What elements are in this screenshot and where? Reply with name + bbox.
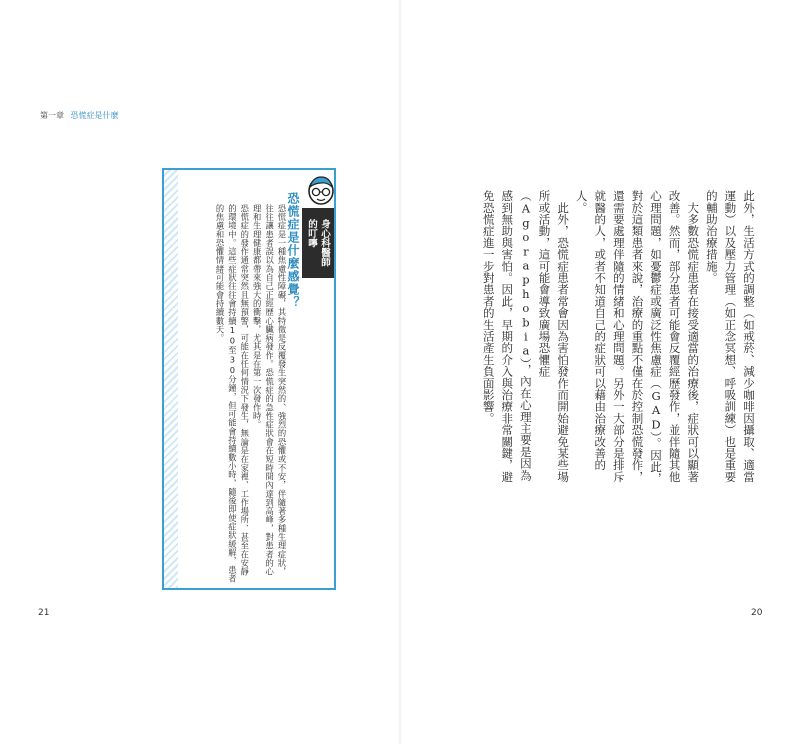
page-number-left: 21 [38, 608, 50, 618]
box-title: 恐慌症是什麼感覺？ [286, 192, 300, 309]
box-stripe-decoration [164, 170, 178, 588]
box-body-text: 恐慌症是一種焦慮性障礙，其特徵是反覆發生突然的、強烈的恐懼或不安，伴隨著多種生理症狀，往往讓患者誤以為自己正經歷心臟病發作。恐慌症的急性症狀會在短時間內達到高峰，對患者的心理和生理健康都帶來強大的衝擊，尤其是在第一次發作時。 恐慌症的發作通常突然且無預警，可能在任何情況下發生，無論是在家裡、工作場所、甚至在安靜的環境中。這些症狀往往會持續10至30分鐘，但可能會持續數小時，隨後即使症狀緩解，患者的焦慮和恐懼情緒可能會持續數天。 [214, 204, 287, 583]
doctor-note-box [162, 168, 336, 590]
chapter-title: 恐慌症是什麼 [70, 111, 119, 120]
page-number-right: 20 [751, 608, 763, 618]
doctor-note-label: 身心科醫師 的叮嚀 [302, 208, 334, 278]
chapter-label: 第一章 [40, 111, 64, 120]
running-header [40, 110, 119, 121]
doctor-avatar-icon [305, 174, 337, 208]
page-gutter [398, 0, 402, 744]
right-page-body: 此外，生活方式的調整（如戒菸、減少咖啡因攝取、適當運動）以及壓力管理（如正念冥想、呼吸訓練）也是重要的輔助治療措施。 大多數恐慌症患者在接受適當的治療後，症狀可以顯著改善。然而，部分患者可能會反覆經歷發作，並伴隨其他心理問題，如憂鬱症或廣泛性焦慮症（GAD）。因此，對於這類患者來說，治療的重點不僅在於控制恐慌發作，還需要處理伴隨的情緒和心理問題。另外一大部分是排斥就醫的人，或者不知道自己的症狀可以藉由治療改善的人。 此外，恐慌症患者常會因為害怕發作而開始避免某些場所或活動，這可能會導致廣場恐懼症（Agoraphobia），內在心理主要是因為感到無助與害怕。因此，早期的介入與治療非常關鍵，避免恐慌症進一步對患者的生活產生負面影響。 [481, 190, 756, 485]
